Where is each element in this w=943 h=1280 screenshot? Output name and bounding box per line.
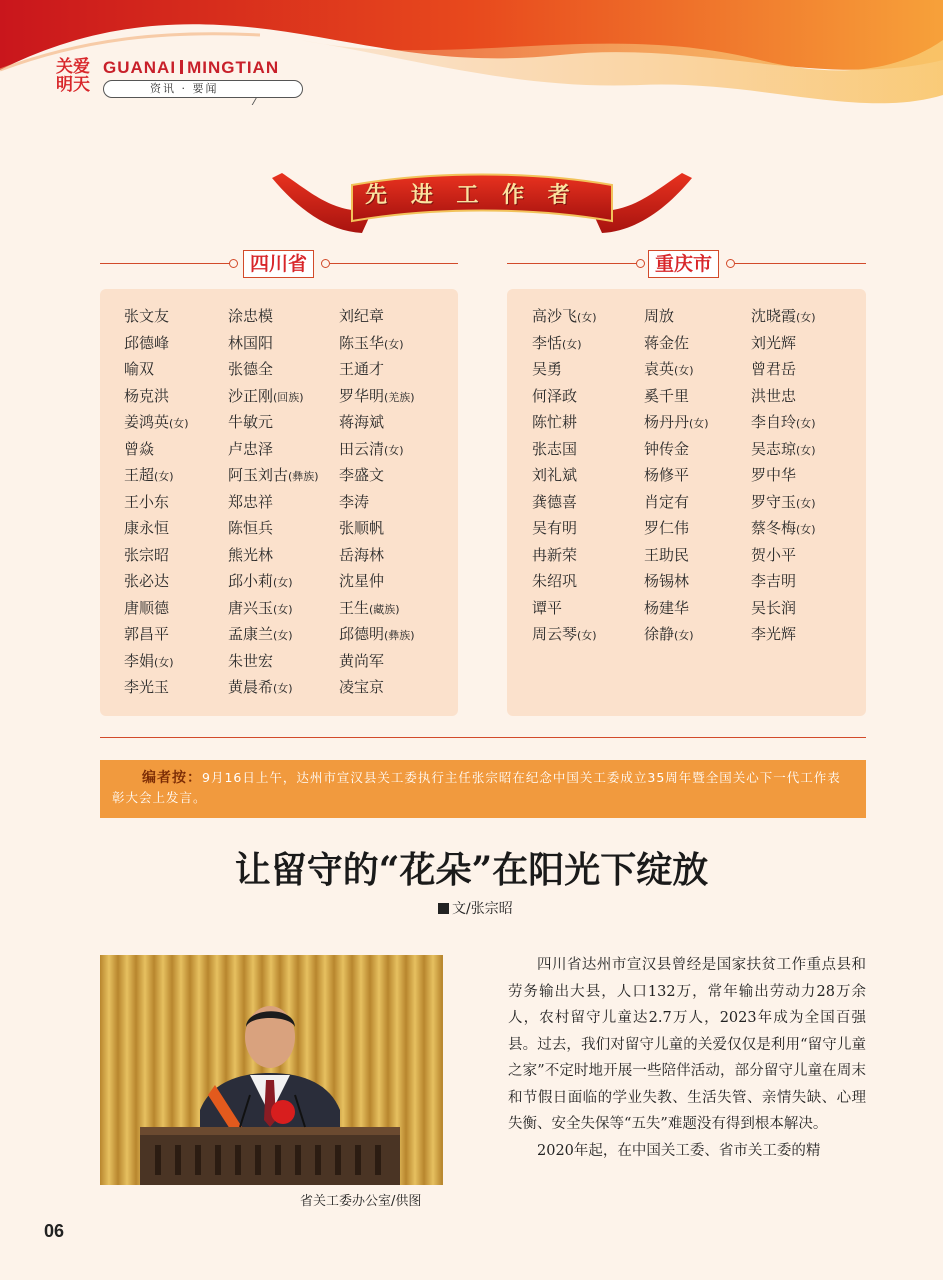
person-name-text: 孟康兰 bbox=[228, 625, 274, 643]
person-note: (女) bbox=[796, 417, 816, 430]
person-name bbox=[644, 436, 689, 463]
person-name-text: 钟传金 bbox=[644, 439, 690, 458]
person-name bbox=[124, 436, 154, 463]
person-name bbox=[339, 648, 384, 675]
person-name-text: 李涛 bbox=[339, 492, 370, 511]
person-name-text: 林国阳 bbox=[228, 333, 274, 352]
person-name bbox=[532, 595, 562, 622]
person-name-text: 吴有明 bbox=[532, 519, 578, 537]
person-name-text: 洪世忠 bbox=[751, 386, 797, 405]
person-name-text: 刘光辉 bbox=[751, 333, 797, 352]
person-name bbox=[124, 462, 174, 491]
editor-note-label: 编者按： bbox=[142, 770, 202, 786]
chongqing-line-right bbox=[735, 263, 866, 264]
person-name-text: 李自玲 bbox=[751, 413, 797, 431]
person-note: (女) bbox=[384, 337, 404, 351]
person-name bbox=[228, 674, 293, 703]
person-name-text: 李光玉 bbox=[124, 678, 170, 696]
person-name bbox=[644, 383, 689, 410]
page-number: 06 bbox=[44, 1221, 65, 1241]
person-name bbox=[644, 568, 689, 595]
person-name bbox=[339, 515, 384, 542]
person-name bbox=[644, 595, 689, 622]
person-name-text: 王助民 bbox=[644, 545, 690, 564]
person-name bbox=[532, 462, 577, 489]
person-name bbox=[228, 568, 293, 597]
person-name-text: 阿玉刘古 bbox=[228, 466, 289, 484]
speaker-photo bbox=[100, 955, 443, 1185]
article-title: 让留守的“花朵”在阳光下绽放 bbox=[234, 849, 709, 891]
person-note: (女) bbox=[796, 311, 816, 324]
person-name bbox=[751, 568, 796, 595]
person-name-text: 蔡冬梅 bbox=[751, 519, 797, 537]
person-name bbox=[532, 489, 577, 516]
person-name bbox=[751, 436, 816, 465]
person-name-text: 田云清 bbox=[339, 439, 385, 458]
editor-note bbox=[100, 760, 866, 818]
article-byline bbox=[438, 898, 513, 918]
person-name-text: 喻双 bbox=[124, 360, 155, 378]
person-name-text: 邱德明 bbox=[339, 625, 385, 643]
person-name-text: 袁英 bbox=[644, 360, 675, 378]
person-name-text: 曾焱 bbox=[124, 439, 155, 458]
person-name bbox=[532, 409, 577, 436]
person-note: (女) bbox=[796, 496, 816, 510]
person-name-text: 陈忙耕 bbox=[532, 413, 578, 431]
person-name bbox=[124, 568, 169, 595]
chongqing-panel bbox=[507, 289, 866, 716]
person-name bbox=[751, 621, 796, 648]
person-note: (女) bbox=[169, 417, 189, 430]
person-name bbox=[228, 462, 319, 491]
person-name-text: 邱小莉 bbox=[228, 572, 274, 590]
person-name-text: 李娟 bbox=[124, 651, 155, 670]
person-note: (藏族) bbox=[369, 602, 400, 616]
person-name-text: 岳海林 bbox=[339, 545, 385, 564]
person-name-text: 唐顺德 bbox=[124, 598, 170, 617]
person-note: (女) bbox=[577, 311, 597, 324]
person-name bbox=[532, 303, 597, 332]
person-name-text: 龚德喜 bbox=[532, 492, 578, 511]
byline-text: 文/张宗昭 bbox=[452, 901, 513, 917]
person-name-text: 刘纪章 bbox=[339, 307, 385, 325]
brand-wordmark bbox=[103, 58, 279, 78]
person-name bbox=[339, 489, 369, 516]
person-name-text: 杨克洪 bbox=[124, 386, 170, 405]
person-name-text: 杨建华 bbox=[644, 598, 690, 617]
person-note: (回族) bbox=[273, 390, 304, 404]
person-name-text: 肖定有 bbox=[644, 492, 690, 511]
body-paragraph-2: 2020年起，在中国关工委、省市关工委的精 bbox=[537, 1142, 821, 1159]
chongqing-dot-left bbox=[636, 259, 645, 268]
person-name bbox=[339, 568, 384, 595]
person-name bbox=[339, 409, 384, 436]
person-name bbox=[228, 383, 304, 412]
person-name-text: 贺小平 bbox=[751, 545, 797, 564]
person-name-text: 蒋金佐 bbox=[644, 333, 690, 352]
person-name bbox=[124, 621, 169, 648]
person-name bbox=[644, 356, 694, 385]
person-name-text: 王超 bbox=[124, 466, 155, 484]
person-name-text: 张德全 bbox=[228, 360, 274, 378]
person-name bbox=[124, 489, 169, 516]
person-name bbox=[124, 409, 189, 438]
person-name-text: 罗中华 bbox=[751, 466, 797, 484]
person-name-text: 牛敏元 bbox=[228, 413, 274, 431]
person-name bbox=[339, 621, 415, 650]
person-name bbox=[339, 542, 384, 569]
person-name-text: 张宗昭 bbox=[124, 545, 170, 564]
person-name bbox=[751, 542, 796, 569]
person-name-text: 李吉明 bbox=[751, 572, 797, 590]
person-note: (女) bbox=[273, 629, 293, 642]
person-name bbox=[228, 595, 293, 624]
person-name bbox=[339, 330, 404, 359]
person-note: (女) bbox=[577, 629, 597, 642]
person-name-text: 凌宝京 bbox=[339, 678, 385, 696]
person-name-text: 吴勇 bbox=[532, 360, 563, 378]
chongqing-dot-right bbox=[726, 259, 735, 268]
person-name-text: 罗华明 bbox=[339, 386, 385, 405]
person-name-text: 黄晨希 bbox=[228, 678, 274, 696]
person-name-text: 沈星仲 bbox=[339, 572, 385, 590]
person-name-text: 郭昌平 bbox=[124, 625, 170, 643]
person-name-text: 陈恒兵 bbox=[228, 519, 274, 537]
person-name bbox=[124, 303, 169, 330]
person-name bbox=[532, 356, 562, 383]
person-name-text: 郑忠祥 bbox=[228, 492, 274, 511]
photo-caption: 省关工委办公室/供图 bbox=[300, 1194, 422, 1209]
person-name-text: 李恬 bbox=[532, 333, 563, 352]
person-name-text: 涂忠模 bbox=[228, 307, 274, 325]
person-name bbox=[532, 542, 577, 569]
person-name bbox=[644, 621, 694, 650]
person-name bbox=[751, 356, 796, 383]
person-name-text: 刘礼斌 bbox=[532, 466, 578, 484]
person-name bbox=[124, 515, 169, 542]
person-note: (羌族) bbox=[384, 390, 415, 404]
person-name bbox=[644, 542, 689, 569]
person-name bbox=[339, 674, 384, 701]
person-note: (女) bbox=[689, 417, 709, 430]
person-name-text: 杨丹丹 bbox=[644, 413, 690, 431]
person-name-text: 蒋海斌 bbox=[339, 413, 385, 431]
person-name-text: 康永恒 bbox=[124, 519, 170, 537]
person-name-text: 黄尚军 bbox=[339, 651, 385, 670]
person-note: (女) bbox=[273, 576, 293, 589]
person-name bbox=[339, 303, 384, 330]
person-name-text: 高沙飞 bbox=[532, 307, 578, 325]
person-name bbox=[751, 595, 796, 622]
person-name-text: 卢忠泽 bbox=[228, 439, 274, 458]
person-name-text: 熊光林 bbox=[228, 545, 274, 564]
person-name-text: 周放 bbox=[644, 307, 675, 325]
person-name-text: 王小东 bbox=[124, 492, 170, 511]
person-name-text: 张志国 bbox=[532, 439, 578, 458]
person-note: (彝族) bbox=[384, 629, 415, 642]
person-name-text: 张必达 bbox=[124, 572, 170, 590]
person-name-text: 何泽政 bbox=[532, 386, 578, 405]
person-name-text: 陈玉华 bbox=[339, 333, 385, 352]
person-name bbox=[751, 489, 816, 518]
person-name bbox=[339, 595, 400, 624]
article-body bbox=[508, 952, 866, 1164]
person-name bbox=[339, 436, 404, 465]
person-name-text: 杨修平 bbox=[644, 466, 690, 484]
sichuan-line-right bbox=[330, 263, 458, 264]
person-name-text: 奚千里 bbox=[644, 386, 690, 405]
person-note: (女) bbox=[562, 337, 582, 351]
section-label: 资讯 · 要闻 bbox=[103, 80, 303, 98]
person-name bbox=[751, 409, 816, 438]
editor-note-text: 9月16日上午，达州市宣汉县关工委执行主任张宗昭在纪念中国关工委成立35周年暨全国关心下一代工作表彰大会上发言。 bbox=[112, 770, 841, 805]
person-note: (女) bbox=[674, 629, 694, 642]
person-name bbox=[228, 648, 273, 675]
person-name-text: 邱德峰 bbox=[124, 333, 170, 352]
person-name-text: 沙正刚 bbox=[228, 386, 274, 405]
person-name-text: 唐兴玉 bbox=[228, 598, 274, 617]
person-name bbox=[228, 330, 273, 357]
person-name-text: 谭平 bbox=[532, 598, 563, 617]
person-name bbox=[124, 648, 174, 677]
person-name bbox=[532, 436, 577, 463]
person-note: (彝族) bbox=[288, 470, 319, 483]
person-name-text: 姜鸿英 bbox=[124, 413, 170, 431]
section-divider bbox=[100, 737, 866, 738]
person-name bbox=[124, 542, 169, 569]
person-name-text: 杨锡林 bbox=[644, 572, 690, 590]
person-name bbox=[644, 330, 689, 357]
person-name bbox=[124, 595, 169, 622]
person-name-text: 吴长润 bbox=[751, 598, 797, 617]
brand-separator bbox=[180, 60, 183, 74]
brand-right: MINGTIAN bbox=[187, 58, 280, 77]
person-name bbox=[532, 568, 577, 595]
person-name bbox=[644, 303, 674, 330]
magazine-logo: 关爱明天 bbox=[56, 57, 90, 95]
sichuan-dot-right bbox=[321, 259, 330, 268]
person-name-text: 王生 bbox=[339, 598, 370, 617]
person-name-text: 张顺帆 bbox=[339, 519, 385, 537]
person-name bbox=[228, 515, 273, 542]
person-name-text: 沈晓霞 bbox=[751, 307, 797, 325]
person-name bbox=[751, 515, 816, 544]
person-name-text: 李盛文 bbox=[339, 466, 385, 484]
byline-square-icon bbox=[438, 903, 449, 914]
person-name bbox=[339, 383, 415, 412]
person-note: (女) bbox=[796, 443, 816, 457]
sichuan-label: 四川省 bbox=[243, 250, 314, 278]
person-name-text: 罗守玉 bbox=[751, 492, 797, 511]
body-paragraph-1: 四川省达州市宣汉县曾经是国家扶贫工作重点县和劳务输出大县，人口132万，常年输出劳动力28万余人，农村留守儿童达2.7万人，2023年成为全国百强县。过去，我们对留守儿童的关爱仅仅是利用“留守儿童之家”不定时地开展一些陪伴活动，部分留守儿童在周末和节假日面临的学业失教、生活失管、亲情失缺、心理失衡、安全失保等“五失”难题没有得到根本解决。 bbox=[508, 957, 866, 1132]
person-name bbox=[751, 462, 796, 489]
person-name bbox=[228, 356, 273, 383]
person-name bbox=[228, 489, 273, 516]
person-name bbox=[644, 462, 689, 489]
person-name-text: 吴志琼 bbox=[751, 439, 797, 458]
person-name-text: 朱世宏 bbox=[228, 651, 274, 670]
person-name-text: 张文友 bbox=[124, 307, 170, 325]
person-name bbox=[228, 436, 273, 463]
person-name bbox=[644, 515, 689, 542]
sichuan-line-left bbox=[100, 263, 230, 264]
person-name bbox=[644, 409, 709, 438]
person-name-text: 罗仁伟 bbox=[644, 519, 690, 537]
person-name bbox=[228, 621, 293, 650]
person-name bbox=[339, 356, 384, 383]
chongqing-line-left bbox=[507, 263, 637, 264]
person-note: (女) bbox=[674, 364, 694, 377]
person-name bbox=[751, 303, 816, 332]
person-name bbox=[228, 303, 273, 330]
person-note: (女) bbox=[273, 682, 293, 695]
person-name bbox=[124, 356, 154, 383]
banner-title: 先 进 工 作 者 bbox=[365, 183, 578, 208]
person-name bbox=[124, 330, 169, 357]
chongqing-label: 重庆市 bbox=[648, 250, 719, 278]
person-name bbox=[532, 383, 577, 410]
person-name-text: 周云琴 bbox=[532, 625, 578, 643]
person-name bbox=[532, 515, 577, 542]
person-name bbox=[532, 621, 597, 650]
person-note: (女) bbox=[154, 470, 174, 483]
person-name-text: 王通才 bbox=[339, 360, 385, 378]
person-name bbox=[751, 383, 796, 410]
sichuan-panel bbox=[100, 289, 458, 716]
brand-left: GUANAI bbox=[103, 58, 177, 77]
person-name-text: 徐静 bbox=[644, 625, 675, 643]
sichuan-dot-left bbox=[229, 259, 238, 268]
person-name bbox=[751, 330, 796, 357]
person-note: (女) bbox=[154, 655, 174, 669]
person-name bbox=[532, 330, 582, 359]
person-name bbox=[228, 542, 273, 569]
person-note: (女) bbox=[273, 602, 293, 616]
person-note: (女) bbox=[796, 523, 816, 536]
person-name-text: 朱绍巩 bbox=[532, 572, 578, 590]
person-note: (女) bbox=[384, 443, 404, 457]
person-name bbox=[228, 409, 273, 436]
person-name bbox=[124, 674, 169, 701]
person-name bbox=[124, 383, 169, 410]
person-name bbox=[339, 462, 384, 489]
person-name-text: 曾君岳 bbox=[751, 360, 797, 378]
person-name bbox=[644, 489, 689, 516]
person-name-text: 李光辉 bbox=[751, 625, 797, 643]
person-name-text: 冉新荣 bbox=[532, 545, 578, 564]
